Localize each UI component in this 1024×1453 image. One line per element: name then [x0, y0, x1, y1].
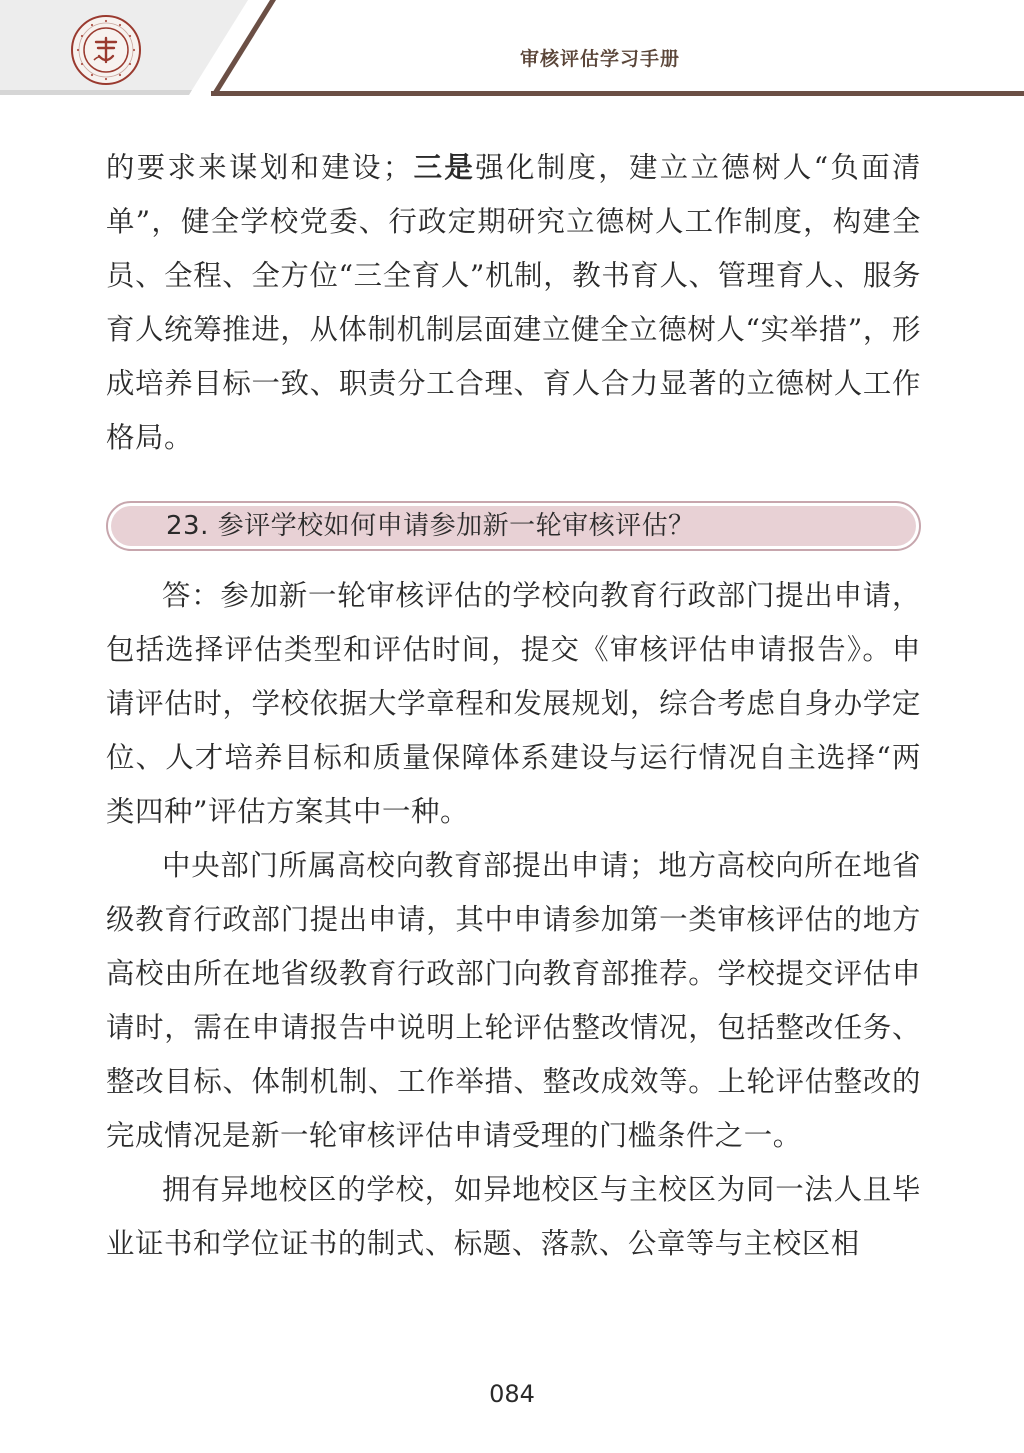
answer-paragraph: 答：参加新一轮审核评估的学校向教育行政部门提出申请，包括选择评估类型和评估时间，提交《审核评估申请报告》。申请评估时，学校依据大学章程和发展规划，综合考虑自身办学定位、人才培养目标和质量保障体系建设与运行情况自主选择“两类四种”评估方案其中一种。 — [106, 579, 921, 828]
section-heading-23 — [106, 501, 921, 551]
emphasis-text: 三是 — [411, 150, 476, 184]
page-number: 084 — [489, 1380, 535, 1408]
paragraph-text: 的要求来谋划和建设； — [106, 151, 412, 184]
paragraph-branch-campus: 拥有异地校区的学校，如异地校区与主校区为同一法人且毕业证书和学位证书的制式、标题、落款、公章等与主校区相 — [106, 1173, 921, 1260]
section-heading-label: 23. 参评学校如何申请参加新一轮审核评估？ — [166, 511, 695, 541]
main-content — [106, 140, 921, 1271]
school-logo — [70, 14, 142, 86]
page-header — [0, 0, 1024, 100]
paragraph-application-route: 中央部门所属高校向教育部提出申请；地方高校向所在地省级教育行政部门提出申请，其中申请参加第一类审核评估的地方高校由所在地省级教育行政部门向教育部推荐。学校提交评估申请时，需在申请报告中说明上轮评估整改情况，包括整改任务、整改目标、体制机制、工作举措、整改成效等。上轮评估整改的完成情况是新一轮审核评估申请受理的门槛条件之一。 — [106, 849, 921, 1152]
header-title: 审核评估学习手册 — [519, 48, 680, 70]
paragraph-continued — [106, 140, 921, 465]
paragraph-text: 强化制度，建立立德树人“负面清单”，健全学校党委、行政定期研究立德树人工作制度，构建全员、全程、全方位“三全育人”机制，教书育人、管理育人、服务育人统筹推进，从体制机制层面建立健全立德树人“实举措”，形成培养目标一致、职责分工合理、育人合力显著的立德树人工作格局。 — [106, 151, 921, 454]
